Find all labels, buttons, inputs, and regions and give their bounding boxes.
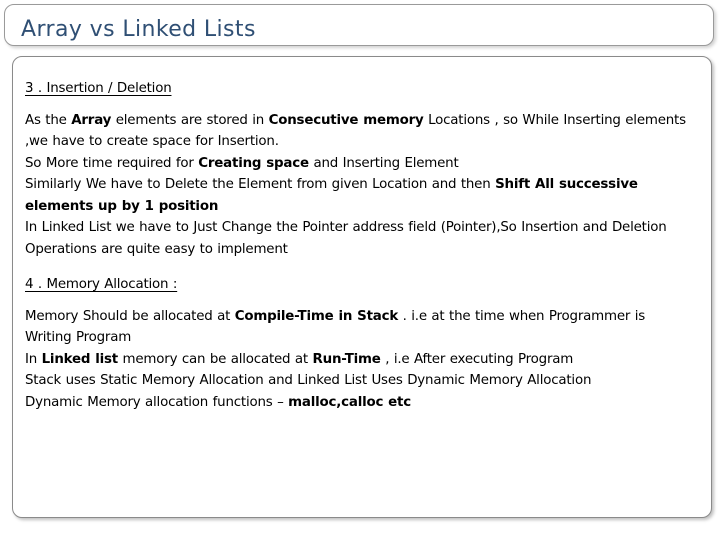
- paragraph-line: [25, 370, 695, 392]
- text-segment: and Inserting Element: [308, 155, 459, 171]
- paragraph-line: [25, 349, 695, 371]
- bold-text: Creating space: [198, 155, 309, 171]
- text-segment: Similarly We have to Delete the Element from given Location and then: [25, 177, 496, 192]
- bold-text: Shift All successive elements up by 1 position: [25, 177, 638, 214]
- title-bar: [4, 4, 714, 46]
- slide-title: Array vs Linked Lists: [21, 17, 256, 42]
- paragraph-line: [25, 153, 695, 175]
- paragraph-line: [25, 392, 695, 414]
- text-segment: Locations , so While Inserting elements ,we have to create space for Insertion.: [25, 112, 686, 149]
- section3-paragraphs: [25, 110, 695, 261]
- bold-text: Consecutive memory: [268, 112, 424, 128]
- text-segment: Dynamic Memory allocation functions –: [25, 394, 289, 410]
- paragraph-line: [25, 110, 695, 153]
- text-segment: . i.e at the time when Programmer is Writing Program: [25, 308, 646, 345]
- text-segment: In: [25, 351, 42, 367]
- paragraph-line: [25, 217, 695, 260]
- text-segment: Memory Should be allocated at: [25, 308, 235, 324]
- slide-body: [25, 78, 695, 413]
- section4-paragraphs: [25, 306, 695, 414]
- text-segment: In Linked List we have to Just Change the Pointer address field (Pointer),So Insertion and Deletion Operations are quite easy to implement: [25, 220, 667, 257]
- text-segment: So More time required for: [25, 155, 199, 171]
- text-segment: Stack uses Static Memory Allocation and Linked List Uses Dynamic Memory Allocation: [25, 373, 592, 388]
- text-segment: As the: [25, 112, 72, 128]
- section3-heading-text: 3 . Insertion / Deletion: [25, 81, 172, 96]
- text-segment: elements are stored in: [111, 112, 269, 128]
- text-segment: , i.e After executing Program: [380, 351, 574, 367]
- bold-text: Array: [71, 112, 112, 128]
- section-heading-memory-allocation: [25, 274, 695, 296]
- bold-text: Linked list: [41, 351, 118, 367]
- section-heading-insertion-deletion: [25, 78, 695, 100]
- bold-text: Compile-Time in Stack: [234, 308, 399, 324]
- bold-text: Run-Time: [312, 351, 381, 367]
- paragraph-line: [25, 174, 695, 217]
- text-segment: memory can be allocated at: [117, 351, 313, 367]
- paragraph-line: [25, 306, 695, 349]
- bold-text: malloc,calloc etc: [288, 394, 411, 410]
- section4-heading-text: 4 . Memory Allocation :: [25, 277, 178, 292]
